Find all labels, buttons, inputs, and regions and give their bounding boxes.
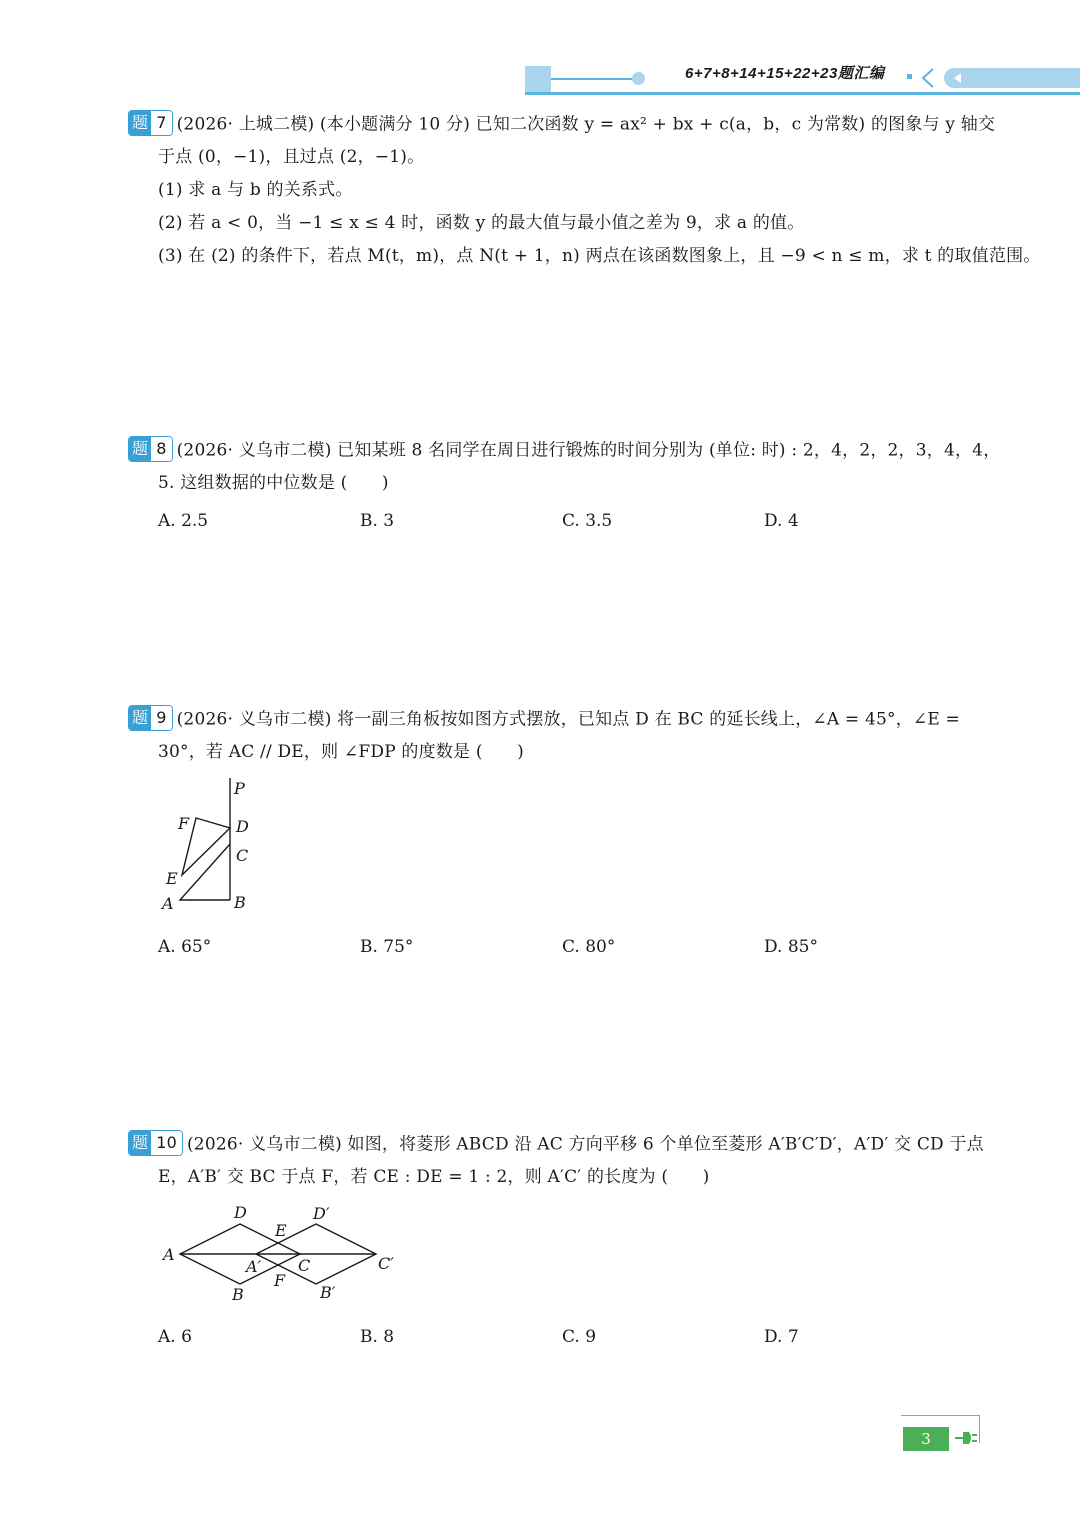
plug-icon — [953, 1428, 979, 1448]
question-9-line-2: 30°，若 AC // DE，则 ∠FDP 的度数是 ( ) — [158, 742, 524, 762]
label-p: P — [234, 779, 245, 798]
label-c: C — [236, 846, 249, 865]
question-7-line-1: 题 7 (2026· 上城二模) (本小题满分 10 分) 已知二次函数 y = ax² + bx + c(a，b，c 为常数) 的图象与 y 轴交 — [128, 112, 995, 138]
label-c-prime: C′ — [378, 1254, 394, 1273]
header-square-decoration — [525, 66, 551, 92]
question-badge: 题 9 — [128, 705, 173, 731]
question-9-line-1: 题 9 (2026· 义乌市二模) 将一副三角板按如图方式摆放，已知点 D 在 BC 的延长线上，∠A = 45°，∠E = — [128, 707, 960, 733]
question-10-figure — [150, 1198, 410, 1308]
question-7-line-2: 于点 (0，−1)，且过点 (2，−1)。 — [158, 147, 425, 167]
question-8-option-b: B. 3 — [360, 511, 395, 531]
question-10-option-b: B. 8 — [360, 1327, 395, 1347]
question-10-line-1: 题 10 (2026· 义乌市二模) 如图，将菱形 ABCD 沿 AC 方向平移 6 个单位至菱形 A′B′C′D′，A′D′ 交 CD 于点 — [128, 1132, 984, 1158]
label-a: A — [163, 1245, 175, 1264]
question-9-option-c: C. 80° — [562, 937, 616, 957]
chevron-left-icon — [917, 66, 941, 90]
question-9-figure — [150, 772, 270, 917]
label-d: D — [234, 1203, 247, 1222]
question-9-option-a: A. 65° — [158, 937, 212, 957]
question-9-option-b: B. 75° — [360, 937, 414, 957]
label-f: F — [178, 814, 190, 833]
question-7-part-1: (1) 求 a 与 b 的关系式。 — [158, 180, 353, 200]
question-8-line-1: 题 8 (2026· 义乌市二模) 已知某班 8 名同学在周日进行锻炼的时间分别为 (单位: 时) : 2，4，2，2，3，4，4， — [128, 438, 1000, 464]
page-number: 3 — [903, 1427, 949, 1451]
header-banner — [0, 60, 1080, 100]
question-badge: 题 10 — [128, 1130, 183, 1156]
label-a: A — [162, 894, 174, 913]
question-10-option-d: D. 7 — [764, 1327, 799, 1347]
header-dot-decoration — [632, 72, 645, 85]
question-9-option-d: D. 85° — [764, 937, 818, 957]
label-c: C — [298, 1256, 311, 1275]
question-10-line-2: E，A′B′ 交 BC 于点 F，若 CE : DE = 1 : 2，则 A′C′ 的长度为 ( ) — [158, 1167, 710, 1187]
question-badge: 题 7 — [128, 110, 173, 136]
question-10-option-a: A. 6 — [158, 1327, 192, 1347]
label-a-prime: A′ — [246, 1257, 262, 1276]
question-8-line-2: 5. 这组数据的中位数是 ( ) — [158, 473, 389, 493]
label-d: D — [236, 817, 249, 836]
label-e: E — [275, 1221, 287, 1240]
question-10-option-c: C. 9 — [562, 1327, 597, 1347]
header-line-decoration — [551, 78, 637, 80]
triangle-left-icon — [954, 73, 961, 83]
header-title: 6+7+8+14+15+22+23题汇编 — [685, 65, 885, 82]
header-underline — [525, 92, 1080, 95]
triangle-def — [182, 818, 230, 875]
question-7-part-2: (2) 若 a < 0，当 −1 ≤ x ≤ 4 时，函数 y 的最大值与最小值之差为 9，求 a 的值。 — [158, 213, 805, 233]
label-b: B — [232, 1285, 244, 1304]
question-8-option-a: A. 2.5 — [158, 511, 209, 531]
question-8-option-d: D. 4 — [764, 511, 799, 531]
header-small-square — [907, 74, 912, 79]
label-b-prime: B′ — [320, 1283, 336, 1302]
question-8-option-c: C. 3.5 — [562, 511, 613, 531]
label-b: B — [234, 893, 246, 912]
label-d-prime: D′ — [313, 1204, 330, 1223]
header-pill — [944, 68, 1080, 88]
question-badge: 题 8 — [128, 436, 173, 462]
label-f: F — [274, 1271, 286, 1290]
label-e: E — [166, 869, 178, 888]
question-7-part-3: (3) 在 (2) 的条件下，若点 M(t，m)，点 N(t + 1，n) 两点在该函数图象上，且 −9 < n ≤ m，求 t 的取值范围。 — [158, 246, 1041, 266]
